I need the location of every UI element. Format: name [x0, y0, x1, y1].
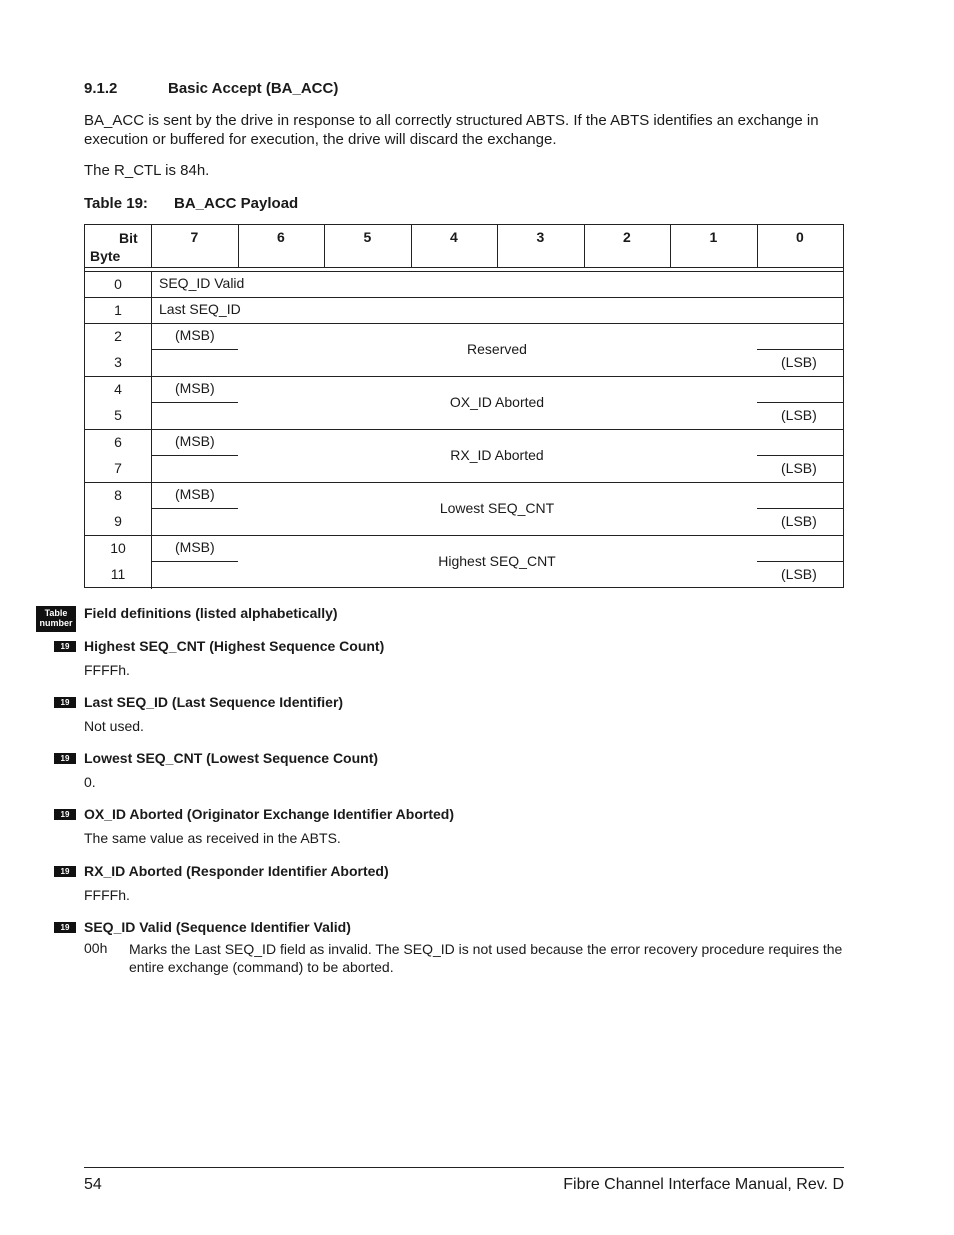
lsb-label: (LSB) — [781, 354, 817, 370]
field-definition-body: FFFFh. — [84, 887, 130, 903]
section-title: Basic Accept (BA_ACC) — [168, 80, 339, 97]
bit-label: Bit — [119, 230, 138, 246]
field-definition-title: Lowest SEQ_CNT (Lowest Sequence Count) — [84, 750, 379, 766]
bit-header: 6 — [277, 229, 285, 245]
bit-header: 7 — [190, 229, 199, 245]
bit-header: 1 — [709, 229, 718, 245]
row-rule — [85, 429, 843, 430]
field-definition-code: 00h — [84, 940, 108, 956]
table-label: Table 19: — [84, 195, 148, 212]
lsb-label: (LSB) — [781, 566, 817, 582]
lsb-label: (LSB) — [781, 460, 817, 476]
column-divider — [670, 225, 671, 268]
header-rule — [85, 271, 843, 272]
byte-number: 3 — [114, 354, 122, 370]
field-definition-title: SEQ_ID Valid (Sequence Identifier Valid) — [84, 919, 351, 935]
bit-header: 0 — [796, 229, 804, 245]
column-divider — [757, 225, 758, 268]
table-title: BA_ACC Payload — [174, 195, 299, 212]
bit-header: 3 — [536, 229, 545, 245]
manual-title: Fibre Channel Interface Manual, Rev. D — [563, 1176, 844, 1193]
byte-number: 9 — [114, 513, 122, 529]
row-rule — [85, 323, 843, 324]
badge-label-number: number — [39, 618, 73, 628]
field-definition-body: The same value as received in the ABTS. — [84, 830, 341, 846]
row-rule — [85, 376, 843, 377]
field-name: OX_ID Aborted — [449, 394, 545, 410]
table-number-badge-small: 19 — [54, 753, 76, 764]
field-definition-title: Last SEQ_ID (Last Sequence Identifier) — [84, 694, 344, 710]
field-name: Last SEQ_ID — [159, 301, 241, 317]
table-number-badge-small: 19 — [54, 697, 76, 708]
field-definition-body: FFFFh. — [84, 662, 130, 678]
row-rule — [85, 535, 843, 536]
field-definitions-heading: Field definitions (listed alphabetically) — [84, 605, 338, 621]
table-number-badge-small: 19 — [54, 866, 76, 877]
field-name: Lowest SEQ_CNT — [439, 500, 555, 516]
column-divider — [584, 225, 585, 268]
bit-header: 2 — [623, 229, 631, 245]
row-rule — [85, 482, 843, 483]
field-name: RX_ID Aborted — [450, 447, 544, 463]
page-number: 54 — [84, 1176, 102, 1193]
field-name: Highest SEQ_CNT — [438, 553, 556, 569]
byte-number: 4 — [114, 381, 122, 397]
field-definition-title: OX_ID Aborted (Originator Exchange Identifier Aborted) — [84, 806, 454, 822]
table-number-badge-small: 19 — [54, 922, 76, 933]
msb-label: (MSB) — [175, 380, 215, 396]
field-definition-title: Highest SEQ_CNT (Highest Sequence Count) — [84, 638, 385, 654]
byte-number: 5 — [114, 407, 122, 423]
footer-rule — [84, 1167, 844, 1168]
byte-column-divider — [151, 271, 152, 589]
byte-number: 0 — [114, 276, 122, 292]
field-definition-body: 0. — [84, 774, 96, 790]
field-name: SEQ_ID Valid — [159, 275, 245, 291]
payload-table — [84, 224, 844, 588]
lsb-label: (LSB) — [781, 407, 817, 423]
field-name: Reserved — [467, 341, 527, 357]
column-divider — [238, 225, 239, 268]
header-rule — [85, 267, 843, 268]
byte-number: 10 — [110, 540, 126, 556]
msb-label: (MSB) — [175, 539, 215, 555]
badge-label-table: Table — [44, 608, 68, 618]
column-divider — [324, 225, 325, 268]
field-definition-title: RX_ID Aborted (Responder Identifier Aborted) — [84, 863, 389, 879]
byte-number: 7 — [114, 460, 122, 476]
field-definition-body: Not used. — [84, 718, 144, 734]
byte-number: 2 — [114, 328, 122, 344]
byte-number: 6 — [114, 434, 122, 450]
row-rule — [85, 297, 843, 298]
table-number-badge — [36, 606, 76, 632]
byte-number: 1 — [114, 302, 122, 318]
byte-number: 11 — [110, 566, 126, 582]
table-number-badge-small: 19 — [54, 641, 76, 652]
msb-label: (MSB) — [175, 433, 215, 449]
column-divider — [411, 225, 412, 268]
bit-header: 4 — [450, 229, 458, 245]
section-number: 9.1.2 — [84, 80, 118, 97]
byte-label: Byte — [90, 248, 121, 264]
intro-paragraph: BA_ACC is sent by the drive in response to all correctly structured ABTS. If the ABTS identifies an exchange in execution or buffered for execution, the drive will discard the exchange. — [84, 112, 819, 148]
msb-label: (MSB) — [175, 327, 215, 343]
msb-label: (MSB) — [175, 486, 215, 502]
bit-header: 5 — [363, 229, 372, 245]
rctl-paragraph: The R_CTL is 84h. — [84, 162, 210, 179]
lsb-label: (LSB) — [781, 513, 817, 529]
field-definition-body: Marks the Last SEQ_ID field as invalid. The SEQ_ID is not used because the error recovery procedure requires the entire exchange (command) to be aborted. — [129, 941, 843, 975]
column-divider — [497, 225, 498, 268]
table-number-badge-small: 19 — [54, 809, 76, 820]
column-divider — [151, 225, 152, 268]
byte-number: 8 — [114, 487, 122, 503]
